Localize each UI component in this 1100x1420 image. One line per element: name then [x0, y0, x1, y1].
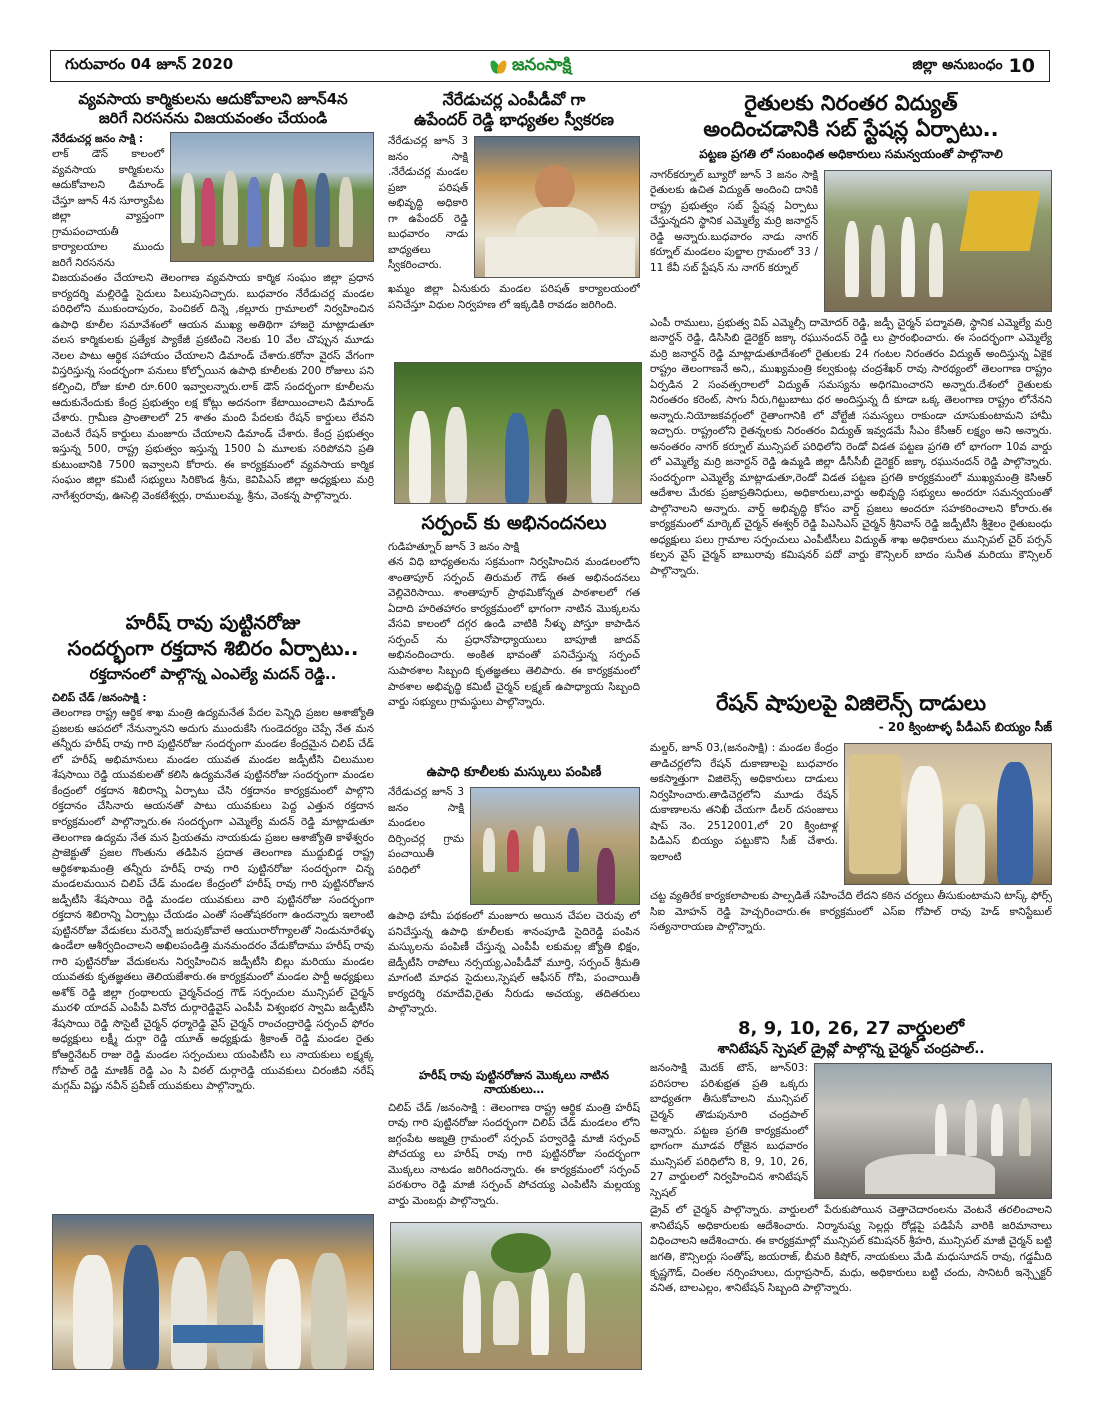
title-line: వ్యవసాయ కార్మికులను ఆదుకోవాలని జూన్4న — [78, 90, 348, 108]
page-number: 10 — [1008, 55, 1035, 77]
article-lead: జనంసాక్షి మెదక్ టౌన్, జూన్03: పరిసరాల పరిశుభ్రత ప్రతి ఒక్కరు బాధ్యతగా తీసుకోవాలని మున్సిపల్ చైర్మన్ తొడుపునూరి చంద్రపాల్ అన్నారు. పట్టణ ప్రగతి కార్యక్రమంలో భాగంగా మూడవ రోజైన బుధవారం మున్సిపల్ పరిధిలోని 8, 9, 10, 26, 27 వార్డులలో నిర్వహించిన శానిటేషన్ స్పెషల్ — [650, 1062, 808, 1199]
article-title: ఉపాధి కూలీలకు మస్కులు పంపిణీ — [426, 765, 602, 780]
plantation-photo — [394, 362, 642, 504]
masthead-logo — [490, 54, 571, 80]
article-dateline: చిలిప్ చేడ్ /జనంసాక్షి : — [52, 691, 147, 704]
article-body: విజయవంతం చేయాలని తెలంగాణ వ్యవసాయ కార్మిక సంఘం జిల్లా ప్రధాన కార్యదర్శి మల్లిరెడ్డి సైదులు పిలుపునిచ్చారు. బుధవారం నేరేడుచర్ల మండల పరిధిలోని ముకుందాపురం, పెంచికల్ దిన్నె ,కల్లూరు గ్రామాలలో నిర్వహించిన ఉపాధి కూలీల సమావేశంలో ఆయన ముఖ్య అతిథిగా హాజరై మాట్లాడుతూ వలస కార్మికులకు ప్రత్యేక ప్యాకేజీ ప్రకటించి నెలకు 10 వేల చొప్పున మూడు నెలల పాటు ఆర్థిక సహాయం చేయాలని డిమాండ్ చేశారు.కరోనా వైరస్ వేగంగా విస్తరిస్తున్న సందర్భంగా పనులు కోల్పోయిన ఉపాధి కూలీలకు 200 రోజులు పని కల్పించి, రోజు కూలి రూ.600 ఇవ్వాలన్నారు.లాక్ డౌన్ సందర్భంగా కూలీలను ఆదుకునేందుకు కేంద్ర ప్రభుత్వం లక్ష కోట్లు అదనంగా కేటాయించాలని డిమాండ్ చేశారు. గ్రామీణ ప్రాంతాలలో 25 శాతం మంది పేదలకు రేషన్ కార్డులు లేవని వెంటనే రేషన్ కార్డులు మంజూరు చేయాలని డిమాండ్ చేశారు. కేంద్ర ప్రభుత్వం ఇస్తున్న 500, రాష్ట్ర ప్రభుత్వం ఇస్తున్న 1500 ఏ మూలకు సరిపోవని ప్రతి కుటుంబానికి 7500 ఇవ్వాలని కోరారు. ఈ కార్యక్రమంలో వ్యవసాయ కార్మిక సంఘం జిల్లా కమిటీ సభ్యులు సిరికొండ శ్రీను, కెవిపిఎస్ జిల్లా అధ్యక్షులు మర్రి నాగేశ్వరరావు, ఊసెల్లి వెంకటేశ్వర్లు, రాములమ్మ, శ్రీను, వెంకన్న పాల్గొన్నారు. — [52, 272, 374, 502]
title-line: రైతులకు నిరంతర విద్యుత్ — [744, 91, 958, 115]
article-subtitle: రక్తదానంలో పాల్గొన్న ఎంఎల్యే మదన్ రెడ్డి.. — [89, 664, 337, 683]
article-body: ఖమ్మం జిల్లా ఏనుకురు మండల పరిషత్ కార్యాలయంలో పనిచేస్తూ విధుల నిర్వహణ లో ఇక్కడికి రావడం జరిగింది. — [388, 283, 640, 311]
article-blood-donation — [52, 612, 374, 1202]
article-body: డ్రైవ్ లో చైర్మన్ పాల్గొన్నారు. వార్డులలో పేరుకుపోయిన చెత్తాచెదారంలను వెంటనే తరలించాలని శానిటేషన్ అధికారులకు ఆదేశించారు. నిర్మానుష్య సెల్లర్లు రోడ్లపై పడిపేసే వారికి జరిమానాలు విధించాలని ఆదేశించారు. ఈ కార్యక్రమాల్లో మున్సిపల్ కమిషనర్ శ్రీహరి, మున్సిపల్ మాజీ చైర్మన్ బట్టి జగతి, కౌన్సిలర్లు సంతోష్, జయరాజ్, బీమరి కిషోర్, నాయకులు మేడి మధుసూదన్ రావు, గడ్డమీది కృష్ణగౌడ్, చింతల నర్సింహులు, దుర్గాప్రసాద్, మధు, అధికారులు బట్టి చందు, సానిటరీ ఇన్స్పెక్టర్ వనిత, బాలఎల్లం, శానిటేషన్ సిబ్బంది పాల్గొన్నారు. — [650, 1204, 1052, 1295]
article-tree-planting — [388, 1068, 640, 1210]
article-title: సర్పంచ్ కు అభినందనలు — [421, 512, 607, 534]
title-line: అందించడానికి సబ్ స్టేషన్ల ఏర్పాటు.. — [703, 117, 999, 142]
title-line: సందర్భంగా రక్తదాన శిబిరం ఏర్పాటు.. — [67, 635, 359, 660]
article-sanitation — [650, 1018, 1052, 1370]
article-ration-raid — [650, 690, 1052, 1008]
title-line: శానిటేషన్ స్పెషల్ డ్రైవ్లో పాల్గొన్న చైర్మన్ చంద్రపాల్.. — [717, 1040, 985, 1057]
article-masks — [388, 765, 640, 1055]
blood-donation-photo — [52, 1214, 374, 1370]
article-lead: నేరేడుచర్ల జూన్ 3 జనం సాక్షి మండలం దిర్సించర్ల గ్రామ పంచాయితీ పరిధిలో — [388, 786, 464, 876]
sanitation-drive-photo — [814, 1063, 1052, 1199]
article-title: హరీష్ రావు పుట్టినరోజున మొక్కలు నాటిన నాయకులు… — [419, 1068, 609, 1097]
article-title — [388, 90, 640, 130]
issue-date: గురువారం 04 జూన్ 2020 — [65, 55, 234, 73]
article-body: ఉపాధి హామీ పథకంలో మంజూరు అయిన చేపల చెరువు లో పనిచేస్తున్న ఉపాధి కూలీలకు శానంపూడి సైదిరెడ్డి పంపిన మస్కులను పంపిణీ చేస్తున్న ఎంపీపీ లకుమల్ల జ్యోతి భిక్షం, జెడ్పీటీసి రాపోలు నర్సయ్య,ఎంపీడీవో మూర్తి, సర్పంచ్ శ్రీమతి మాగంటి మాధవ సైదులు,స్పెషల్ ఆఫీసర్ గోపి, పంచాయితీ కార్యదర్శి రమాదేవి,రైతు నీరుడు అచయ్య, తదితరులు పాల్గొన్నారు. — [388, 910, 640, 1016]
ration-shop-raid-photo — [844, 743, 1052, 885]
title-line: హరీష్ రావు పుట్టినరోజు — [125, 612, 301, 634]
title-line: నేరేడుచర్ల ఎంపీడీవో గా — [442, 90, 586, 109]
article-subtitle: పట్టణ ప్రగతి లో సంబంధిత అధికారులు సమన్వయంతో పాల్గొనాలి — [699, 146, 1003, 161]
article-lead: నాగర్‌కర్నూల్ బ్యూరో జూన్ 3 జనం సాక్షి రైతులకు ఉచిత విద్యుత్ అందించి దానికి రాష్ట్ర ప్రభుత్వం సబ్ స్టేషన్ల ఏర్పాటు చేస్తున్నదని స్థానిక ఎమ్మెల్యే మర్రి జనార్దన్ రెడ్డి అన్నారు.బుధవారం నాడు నాగర్ కర్నూల్ మండలం పుల్జాల గ్రామంలో 33 / 11 కేవీ సబ్ స్టేషన్ ను నాగర్ కర్నూల్ — [650, 168, 818, 274]
title-line: ఉపేందర్ రెడ్డి భాధ్యతల స్వీకరణ — [414, 110, 614, 129]
article-title — [650, 1018, 1052, 1057]
article-body: తన విధి బాధ్యతలను సక్రమంగా నిర్వహించిన మండలంలోని శాంతాపూర్ సర్పంచ్ తిరుమల్ గౌడ్ ఈత అభినందనలు వెల్లివెరిసాయి. శాంతాపూర్ ప్రాథమికోన్నత పాఠశాలలో గత ఏదాది హరితహారం కార్యక్రమంలో భాగంగా నాటిన మొక్కలను వేసవి కాలంలో దగ్గర ఉండి వాటికి నీళ్ళు పోస్తూ కాపాడిన సర్పంచ్ ను ప్రధానోపాధ్యాయులు బాపూజీ జాదవ్ అభినందించారు. అంకిత భావంతో పనిచేస్తున్న సర్పంచ్ సుపాఠశాల సిబ్బంది కృతజ్ఞతలు తెలిపారు. ఈ కార్యక్రమంలో పాఠశాల అభివృద్ధి కమిటీ చైర్మన్ లక్ష్మణ్ ఉపాధ్యాయ సిబ్బంది వార్డు సభ్యులు గ్రామస్థులు పాల్గొన్నారు. — [388, 556, 640, 709]
article-dateline: గుడిహత్నూర్ జూన్ 3 జనం సాక్షి — [388, 540, 520, 553]
article-mpdo — [388, 90, 640, 360]
article-title — [650, 90, 1052, 143]
section-name: జిల్లా అనుబంధం — [912, 56, 1003, 73]
nrega-workers-photo — [470, 787, 640, 905]
article-lead: లాక్ డౌన్ కాలంలో వ్యవసాయ కార్మికులను ఆదుకోవాలని డిమాండ్ చేస్తూ జూన్ 4న సూర్యాపేట జిల్లా వ్యాప్తంగా గ్రామపంచాయతీ కార్యాలయాల ముందు జరిగే నిరసనను — [52, 148, 164, 269]
farm-workers-photo — [170, 132, 374, 262]
article-subtitle: - 20 క్వింటాళ్ళ పీడీఎస్ బియ్యం సీజ్ — [878, 720, 1052, 735]
article-substation — [650, 90, 1052, 678]
article-body: చట్ట వ్యతిరేక కార్యకలాపాలకు పాల్పడితే సహించేది లేదని కఠిన చర్యలు తీసుకుంటామని టాస్క్ ఫోర్స్ సిఐ మోహన్ రెడ్డి హెచ్చరించారు.ఈ కార్యక్రమంలో ఎస్ఐ గోపాల్ రావు హెడ్ కానిస్టేబుల్ సత్యనారాయణ పాల్గొన్నారు. — [650, 890, 1052, 934]
article-title — [52, 90, 374, 128]
title-line: 8, 9, 10, 26, 27 వార్డులలో — [738, 1018, 964, 1039]
article-title — [52, 612, 374, 661]
article-title: రేషన్ షాపులపై విజిలెన్స్ దాడులు — [715, 691, 987, 715]
article-body: తెలంగాణ రాష్ట్ర ఆర్థిక శాఖ మంత్రి ఉద్యమనేత పేదల పెన్నిధి ప్రజల ఆశాజ్యోతి ప్రజలకు ఆపదలో నేనున్నానని అదుగు ముందుకేసి గుండెదర్యం చెప్పే నేత మన తన్నీరు హరీష్ రావు గారి పుట్టినరోజు సందర్భంగా మండల కేంద్రమైన చిలిప్ చేడ్ లో హరీష్ అభిమానులు మండల యువత మండల జడ్పీటీసి చిలుముల శేషసాయి రెడ్డి యువకులతో కలిసి ఉద్యమనేత పుట్టినరోజు సందర్భంగా మండల కేంద్రంలో రక్తదాన శిబిరాన్ని ఏర్పాటు చేసి రక్తదానం కార్యక్రమంలో పాల్గొని రక్తదానం చేసినారు ఆయనతో పాటు యువకులు పెద్ద ఎత్తున రక్తదాన కార్యక్రమంలో పాల్గొన్నారు.ఈ సందర్భంగా ఎమ్మెల్యే మదన్ రెడ్డి మాట్లాడుతూ తెలంగాణ ఉద్యమ నేత మన ప్రియతమ నాయకుడు ప్రజల ఆశాజ్యోతి కాళేశ్వరం ప్రాజెక్టుతో ప్రజల గొంతును తడిపిన ప్రదాత తెలంగాణ ముద్దుబిడ్డ రాష్ట్ర ఆర్థికశాఖమంత్రి తన్నీరు హరీష్ రావు గారి పుట్టినరోజు సందర్భంగా చిన్న మండలమయిన చిలిప్ చేడ్ మండల కేంద్రంలో హరీష్ రావు గారి పుట్టినరోజున జడ్పీటీసి శేషసాయి రెడ్డి మండల యువకులు వారి పుట్టినరోజు సందర్భంగా రక్తదాన శిబిరాన్ని ఏర్పాట్లు చేయడం ఎంతో సంతోషకరంగా ఉందన్నారు ఇలాంటి పుట్టినరోజు వేడుకలు మరెన్నో జరుపుకోవాలే ఆయురారోగ్యాలతో నిండునూరేళ్ళు ఉండేలా ఆశీర్వదించాలని అఖిలపండిత్తి మనమందరం వేడుకోదాము హరీష్ రావు గారి పుట్టినరోజు వేదుకలను నిర్వహించిన జడ్పీటీసి బిల్లు మరియు మండల యువతకు కృతజ్ఞతలు తెలియజేశారు.ఈ కార్యక్రమంలో మండల పార్టీ అధ్యక్షులు అశోక్ రెడ్డి జిల్లా గ్రంథాలయ చైర్మన్‌చంద్ర గౌడ్ సర్పంచుల మున్సిపల్ చైర్మన్ మురళి యాదవ్ ఎంపీపీ వినోద దుర్గారెడ్డివైస్ ఎంపీపీ విశ్వంభర స్వామి జడ్పీటీసి శేషసాయి రెడ్డి సొసైటీ చైర్మన్ ధర్మారెడ్డి వైస్ చైర్మన్ రాంచంద్రారెడ్డి సర్పంచ్ ఫోరం అధ్యక్షులు లక్ష్మీ దుర్గా రెడ్డి యూత్ అధ్యక్షుడు శ్రీకాంత్ రెడ్డి మండల రైతు కోఆర్డినేటర్ రాజు రెడ్డి మండల సర్పంచులు యంపిటీసి లు నాయకులు లక్ష్మక్క గోపాల్ రెడ్డి మాణిక్ రెడ్డి ఎం సి విఠల్ దుర్గారెడ్డి యువకులు చిరంజీవి నరేష్ మగ్గమ్ విష్ణు నవీన్ ప్రవీణ్ యువకులు పాల్గొన్నారు. — [52, 707, 374, 1093]
logo-text: జనంసాక్షి — [512, 55, 572, 75]
article-body: చిలిప్ చేడ్ /జనంసాక్షి : తెలంగాణ రాష్ట్ర ఆర్థిక మంత్రి హరీష్ రావు గారి పుట్టినరోజు సందర్భంగా చిలిప్ చేడ్ మండలం లోని జగ్గంపేట అజ్మత్రి గ్రామంలో సర్పంచ్ పర్వారెడ్డి మాజీ సర్పంచ్ పోచయ్య లు హరీష్ రావు గారి పుట్టినరోజు సందర్భంగా మొక్కలు నాటడం జరిగిందన్నారు. ఈ కార్యక్రమంలో సర్పంచ్ పరశురాం రెడ్డి మాజీ సర్పంచ్ పోచయ్య ఎంపిటీసి మల్లయ్య వార్డు మెంబర్లు పాల్గొన్నారు. — [388, 1101, 640, 1207]
section-info — [912, 55, 1035, 77]
leaf-logo-icon — [490, 58, 508, 76]
article-lead: నేరేడుచర్ల జూన్ 3 జనం సాక్షి .నేరేడుచర్ల మండల ప్రజా పరిషత్ అభివృద్ధి అధికారి గా ఉపేందర్ రెడ్డి బుధవారం నాడు బాధ్యతలు స్వీకరించారు. — [388, 135, 468, 272]
substation-construction-photo — [824, 170, 1052, 312]
article-sarpanch — [388, 512, 640, 752]
article-dateline: నేరేడుచర్ల జనం సాక్షి : — [52, 132, 144, 145]
article-lead: మల్దర్, జూన్ 03,(జనంసాక్షి) : మండల కేంద్రం తాడిచర్లలోని రేషన్ దుకాణాలపై బుధవారం అకస్మాత్తుగా విజిలెన్స్ అధికారులు దాడులు నిర్వహించారు.తాడిచెర్లలోని మూడు రేషన్ దుకాణాలను తనిఖీ చేయగా డీలర్ దసంజులు షాప్ నెం. 2512001,లో 20 క్వింటాళ్ల పిడిఎస్ బియ్యం పట్టుకొని సీజ్ చేశారు. ఇలాంటి — [650, 742, 838, 863]
article-body: ఎంపీ రాములు, ప్రభుత్వ విప్ ఎమ్మెల్సీ దామోదర్ రెడ్డి, జడ్పీ చైర్మన్ పద్మావతి, స్థానిక ఎమ్మెల్యే మర్రి జనార్దన్ రెడ్డి, డిసిసిబి డైరెక్టర్ జక్కా రఘునందన్ రెడ్డి లు ప్రారంభించారు. ఈ సందర్భంగా ఎమ్మెల్యే మర్రి జనార్దన్ రెడ్డి మాట్లాడుతూదేశంలో రైతులకు 24 గంటల నిరంతరం విద్యుత్ అందిస్తున్న ఏకైక రాష్ట్రం తెలంగాణనే అని,, ముఖ్యమంత్రి కల్వకుంట్ల చంద్రశేఖర్ రావు సారథ్యంలో తెలంగాణ రాష్ట్రం ఏర్పడిన 2 సంవత్సరాలలో విద్యుత్ సమస్యను అధిగమించారని అన్నారు.దేశంలో రైతులకు నిరంతరం కరెంట్, సాగు నీరు,గిట్టుబాటు ధర అందిస్తున్న దీ కూడా ఒక్క తెలంగాణ రాష్ట్రం లోనేనని అన్నారు.నియోజకవర్గంలో రైతాంగానికి లో వోల్టేజీ సమస్యలు రాకుండా చూసుకుంటామని హామీ ఇచ్చారు. రాష్ట్రంలోని రైతన్నలకు నిరంతరం విద్యుత్ ఇవ్వడమే సీఎం కేసీఆర్ లక్ష్యం అని అన్నారు. అనంతరం నాగర్ కర్నూల్ మున్సిపల్ పరిధిలోని రెండో విడత పట్టణ ప్రగతి లో భాగంగా 10వ వార్డు లో ఎమ్మెల్యే మర్రి జనార్దన్ రెడ్డి ఉమ్మడి జిల్లా డీసీసీబీ డైరెక్టర్ జక్కా రఘునందన్ రెడ్డి పాల్గొన్నారు. సందర్భంగా ఎమ్మెల్యే మాట్లాడుతూ,రెండో విడత పట్టణ ప్రగతి కార్యక్రమంలో ముఖ్యమంత్రి కెసిఆర్ ఆదేశాల మేరకు ప్రజాప్రతినిధులు, అధికారులు,వార్డు అభివృద్ధి సభ్యులు అందరూ సమన్వయంతో పాల్గొనాలని అన్నారు. వార్డ్ అభివృద్ధి కోసం వార్డ్ ప్రజలు అందరూ సహకరించాలని కోరారు.ఈ కార్యక్రమంలో మార్కెట్ చైర్మన్ ఈశ్వర్ రెడ్డి పిఎసిఎస్ చైర్మన్ శ్రీనివాస్ రెడ్డి జడ్పీటీసి శ్రీశైలం రైతుబంధు అధ్యక్షులు పలు గ్రామాల సర్పంచులు ఎంపీటీసీలు విద్యుత్ శాఖ అధికారులు మున్సిపల్ చైర్ పర్సన్ కల్పన వైస్ చైర్మన్ బాబురావు కమిషనర్ పదో వార్డు కౌన్సిలర్ బాదం సునీత మరియు కౌన్సిలర్ పాల్గొన్నారు. — [650, 316, 1052, 577]
tree-planting-photo — [390, 1222, 642, 1370]
mpdo-officer-photo — [474, 136, 640, 278]
title-line: జరిగే నిరసనను విజయవంతం చేయండి — [98, 108, 328, 127]
article-farm-workers — [52, 90, 374, 600]
